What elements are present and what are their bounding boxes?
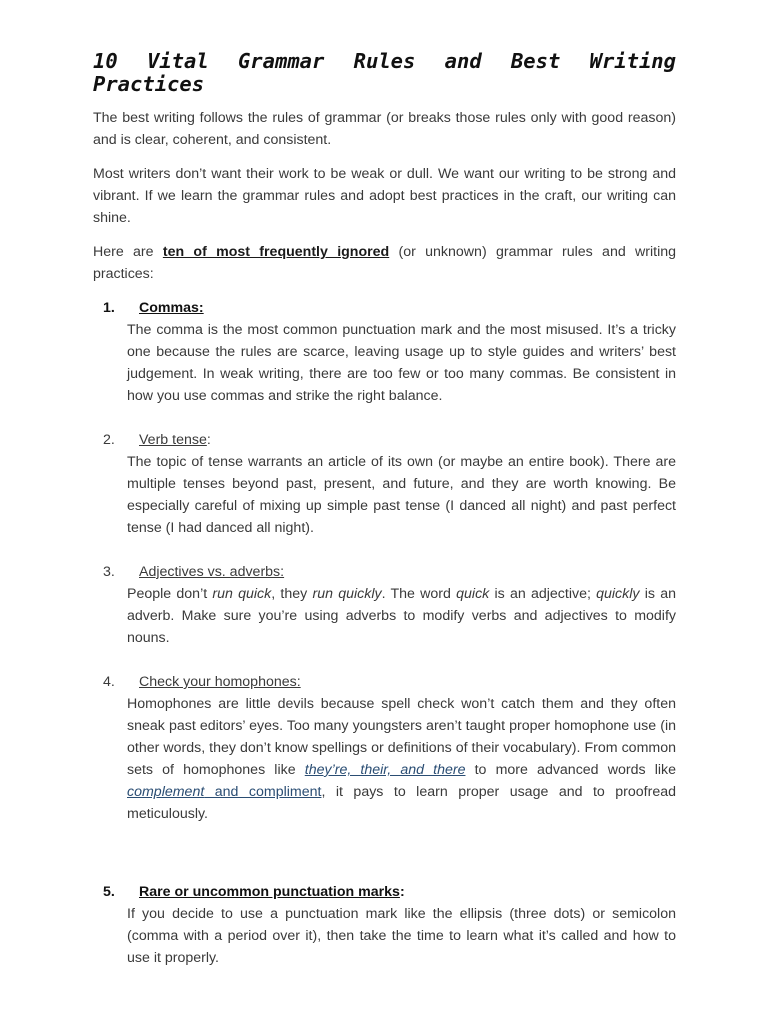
body-text: People don’t bbox=[127, 586, 213, 602]
item-heading-suffix: : bbox=[399, 884, 405, 900]
body-italic: quick bbox=[456, 586, 490, 602]
item-body: If you decide to use a punctuation mark like the ellipsis (three dots) or semicolon (comma with a period over it), then take the time to learn what it’s called and how to use it properly. bbox=[127, 906, 676, 966]
body-text: to more advanced words like bbox=[465, 762, 676, 778]
complement-link[interactable] bbox=[127, 784, 321, 800]
list-item-commas bbox=[93, 297, 676, 407]
title-line-2: Practices bbox=[93, 72, 205, 96]
list-item-punctuation bbox=[93, 881, 676, 969]
document-title bbox=[93, 50, 676, 96]
item-heading-text: Rare or uncommon punctuation marks bbox=[139, 884, 400, 900]
body-text: Homophones are little devils because spell check won’t catch them and they often sneak past editors’ eyes. Too many youngsters aren’t taught proper homophone use (in other words, they don’t know spellings or definitions of their vocabulary). From common sets of homophones like bbox=[127, 696, 676, 778]
body-text: is an adverb. Make sure you’re using adverbs to modify verbs and adjectives to modify nouns. bbox=[127, 586, 676, 646]
list-item-homophones bbox=[93, 671, 676, 825]
item-number: 3. bbox=[103, 564, 115, 580]
intro-paragraph-1: The best writing follows the rules of grammar (or breaks those rules only with good reason) and is clear, coherent, and consistent. bbox=[93, 110, 676, 148]
item-body bbox=[127, 583, 676, 649]
item-body bbox=[127, 693, 676, 825]
compliment-link-text: and compliment bbox=[204, 784, 322, 800]
item-number: 5. bbox=[103, 884, 115, 900]
item-number: 1. bbox=[103, 300, 115, 316]
body-italic: run quickly bbox=[312, 586, 382, 602]
body-italic: quickly bbox=[596, 586, 640, 602]
item-body: The topic of tense warrants an article of its own (or maybe an entire book). There are multiple tenses beyond past, present, and future, and they are worth knowing. Be especially careful of mixing up simple past tense (I danced all night) and past perfect tense (I had danced all night). bbox=[127, 454, 676, 536]
item-number: 4. bbox=[103, 674, 115, 690]
intro-paragraph-2: Most writers don’t want their work to be weak or dull. We want our writing to be strong and vibrant. If we learn the grammar rules and adopt best practices in the craft, our writing can shine. bbox=[93, 166, 676, 226]
intro3-text-post: (or unknown) grammar rules and writing practices: bbox=[93, 244, 677, 282]
item-heading-text: Verb tense bbox=[139, 432, 207, 448]
item-heading bbox=[139, 429, 211, 451]
body-text: , it pays to learn proper usage and to proofread meticulously. bbox=[127, 784, 677, 822]
item-heading: Commas: bbox=[139, 300, 204, 316]
homophones-link[interactable]: they’re, their, and there bbox=[304, 762, 466, 778]
list-item-verb-tense bbox=[93, 429, 676, 539]
document-page bbox=[93, 50, 676, 969]
list-item-adjectives-adverbs bbox=[93, 561, 676, 649]
body-italic: run quick bbox=[212, 586, 272, 602]
intro3-text-pre: Here are bbox=[93, 244, 163, 260]
body-text: . The word bbox=[381, 586, 457, 602]
body-text: , they bbox=[271, 586, 313, 602]
title-line-1: 10 Vital Grammar Rules and Best Writing bbox=[93, 49, 676, 73]
frequently-ignored-link[interactable]: ten of most frequently ignored bbox=[162, 244, 390, 260]
intro-paragraph-3 bbox=[93, 241, 676, 285]
item-heading-suffix: : bbox=[206, 432, 211, 448]
item-number: 2. bbox=[103, 432, 115, 448]
body-text: is an adjective; bbox=[489, 586, 597, 602]
item-heading: Check your homophones: bbox=[139, 674, 301, 690]
complement-link-text: complement bbox=[127, 784, 205, 800]
item-body: The comma is the most common punctuation mark and the most misused. It’s a tricky one because the rules are scarce, leaving usage up to style guides and writers’ best judgement. In weak writing, there are too few or too many commas. Be consistent in how you use commas and strike the right balance. bbox=[127, 322, 676, 404]
item-heading: Adjectives vs. adverbs: bbox=[139, 564, 285, 580]
item-heading bbox=[139, 881, 405, 903]
